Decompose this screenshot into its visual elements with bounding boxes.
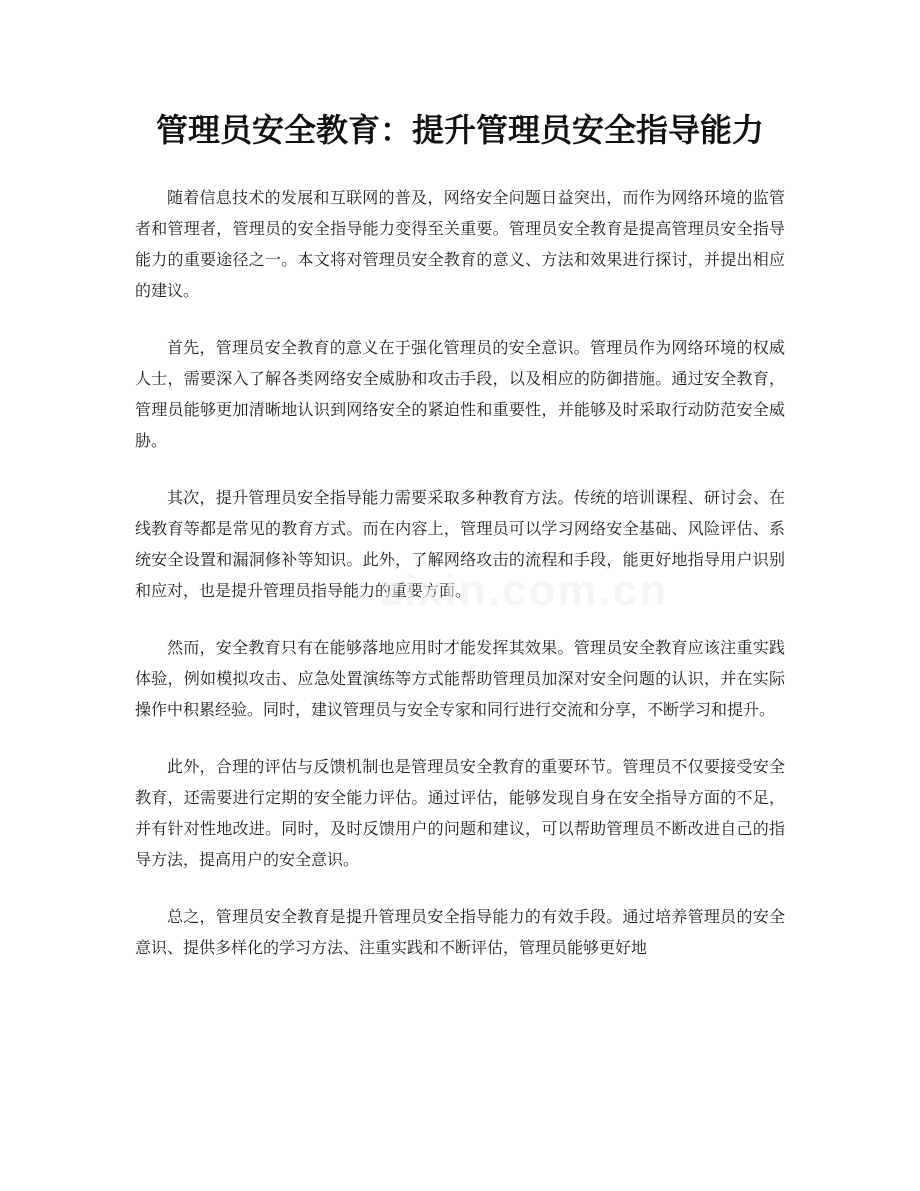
watermark: zixin.com.cn bbox=[380, 566, 669, 615]
paragraph-5: 此外，合理的评估与反馈机制也是管理员安全教育的重要环节。管理员不仅要接受安全教育，还需要进行定期的安全能力评估。通过评估，能够发现自身在安全指导方面的不足，并有针对性地改进。同时，及时反馈用户的问题和建议，可以帮助管理员不断改进自己的指导方法，提高用户的安全意识。 bbox=[135, 757, 785, 869]
document-title: 管理员安全教育：提升管理员安全指导能力 bbox=[155, 111, 764, 149]
paragraph-1: 随着信息技术的发展和互联网的普及，网络安全问题日益突出，而作为网络环境的监管者和管理者，管理员的安全指导能力变得至关重要。管理员安全教育是提高管理员安全指导能力的重要途径之一。本文将对管理员安全教育的意义、方法和效果进行探讨，并提出相应的建议。 bbox=[135, 188, 785, 300]
paragraph-3: 其次，提升管理员安全指导能力需要采取多种教育方法。传统的培训课程、研讨会、在线教育等都是常见的教育方式。而在内容上，管理员可以学习网络安全基础、风险评估、系统安全设置和漏洞修补等知识。此外，了解网络攻击的流程和手段，能更好地指导用户识别和应对，也是提升管理员指导能力的重要方面。 bbox=[135, 488, 785, 600]
paragraph-4: 然而，安全教育只有在能够落地应用时才能发挥其效果。管理员安全教育应该注重实践体验，例如模拟攻击、应急处置演练等方式能帮助管理员加深对安全问题的认识，并在实际操作中积累经验。同时，建议管理员与安全专家和同行进行交流和分享，不断学习和提升。 bbox=[135, 638, 785, 719]
paragraph-6: 总之，管理员安全教育是提升管理员安全指导能力的有效手段。通过培养管理员的安全意识、提供多样化的学习方法、注重实践和不断评估，管理员能够更好地 bbox=[135, 907, 785, 957]
paragraph-2: 首先，管理员安全教育的意义在于强化管理员的安全意识。管理员作为网络环境的权威人士，需要深入了解各类网络安全威胁和攻击手段，以及相应的防御措施。通过安全教育，管理员能够更加清晰地认识到网络安全的紧迫性和重要性，并能够及时采取行动防范安全威胁。 bbox=[135, 338, 785, 450]
document-body bbox=[135, 182, 785, 989]
